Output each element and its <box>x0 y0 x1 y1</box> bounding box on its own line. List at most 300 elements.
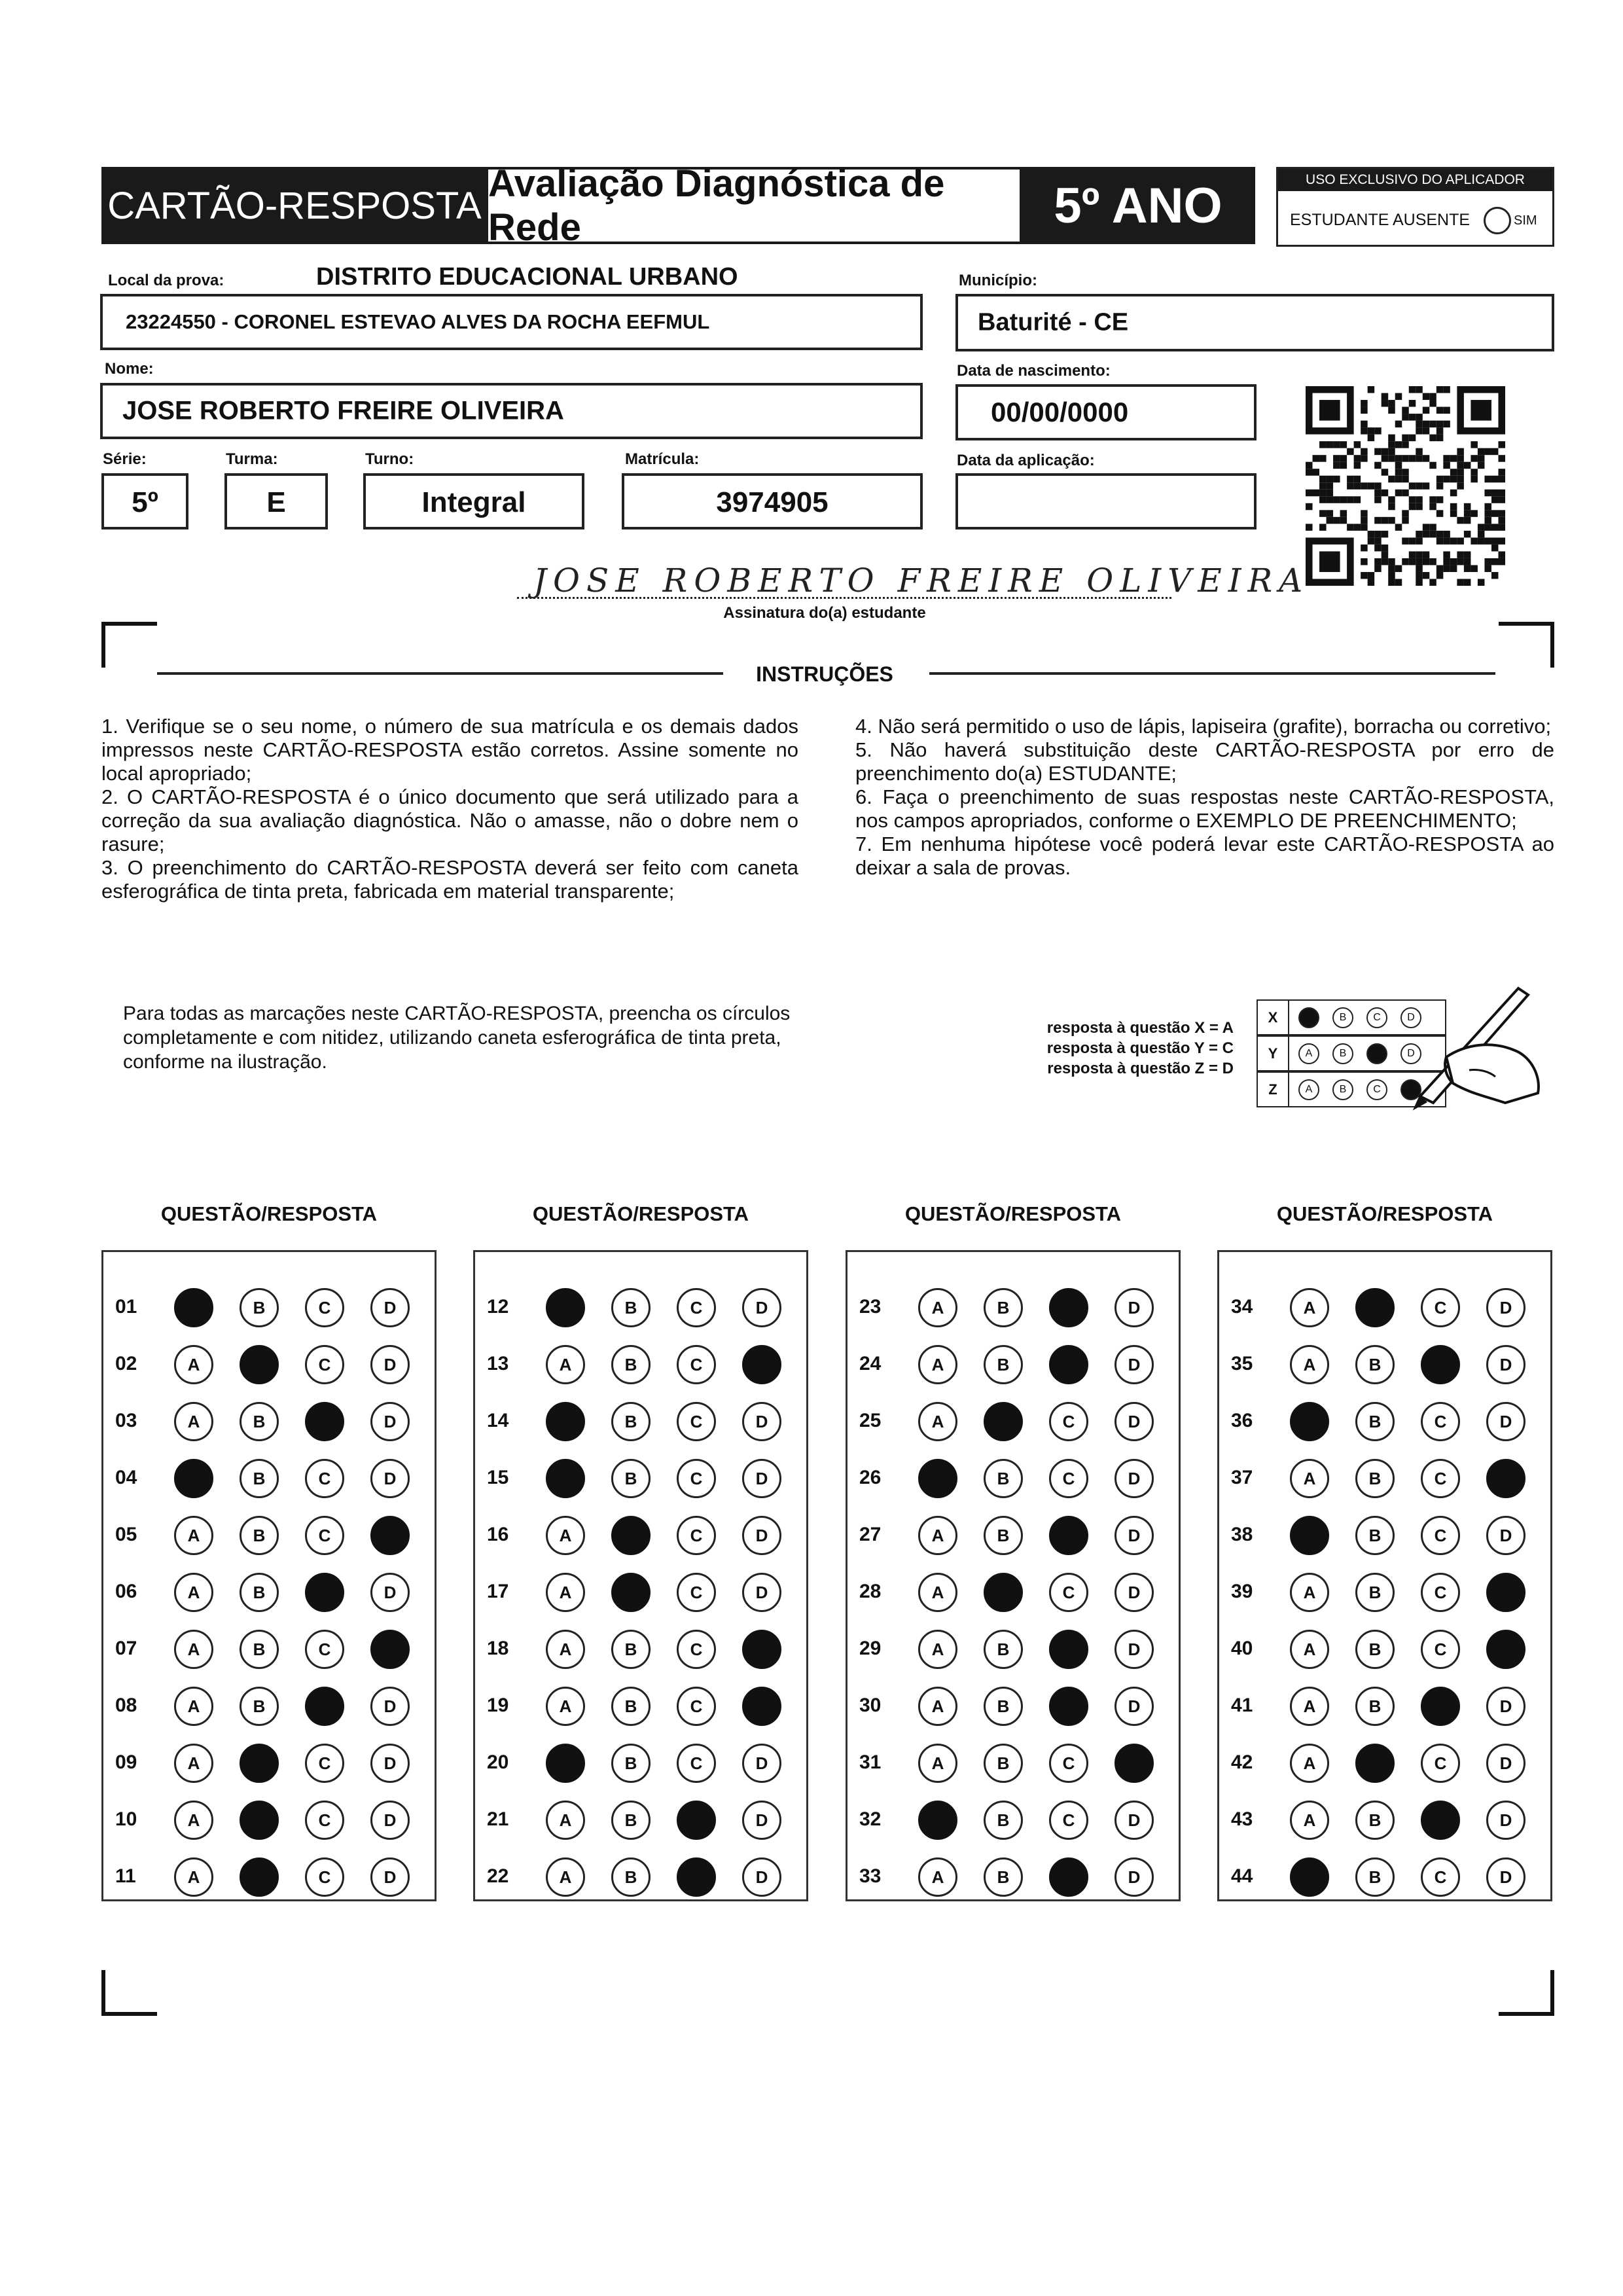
answer-bubble-a[interactable]: A <box>918 1345 957 1384</box>
answer-bubble-b[interactable]: B <box>611 1402 651 1441</box>
applicator-box <box>1276 167 1554 247</box>
answer-bubble-c[interactable]: C <box>677 1459 716 1498</box>
answer-bubble-d[interactable]: D <box>1115 1801 1154 1840</box>
question-number: 26 <box>859 1467 882 1488</box>
municipio-label: Município: <box>959 272 1037 289</box>
panel-title: QUESTÃO/RESPOSTA <box>160 1202 378 1225</box>
answer-bubble-b[interactable]: B <box>611 1630 651 1669</box>
answer-bubble-d[interactable]: D <box>742 1744 781 1783</box>
answer-bubble-b[interactable]: B <box>240 1345 279 1384</box>
answer-bubble-d[interactable]: D <box>742 1345 781 1384</box>
answer-bubble-a[interactable]: A <box>1290 1516 1329 1555</box>
turno-field <box>363 473 584 529</box>
answer-bubble-b[interactable]: B <box>1355 1402 1395 1441</box>
question-number: 34 <box>1231 1296 1253 1318</box>
school-value: 23224550 - CORONEL ESTEVAO ALVES DA ROCHA EEFMUL <box>126 310 710 333</box>
answer-bubble-b[interactable]: B <box>611 1744 651 1783</box>
answer-bubble-a[interactable]: A <box>1290 1857 1329 1897</box>
corner-mark-tr-v <box>1550 622 1554 668</box>
answer-bubble-a[interactable]: A <box>174 1516 213 1555</box>
answer-bubble-b[interactable]: B <box>1355 1630 1395 1669</box>
answer-bubble-d[interactable]: D <box>1486 1288 1525 1327</box>
answer-bubble-a[interactable]: A <box>1290 1630 1329 1669</box>
answer-bubble-b[interactable]: B <box>611 1573 651 1612</box>
answer-panel-4 <box>1217 1250 1552 1901</box>
answer-bubble-a[interactable]: A <box>1290 1402 1329 1441</box>
answer-bubble-d[interactable]: D <box>742 1687 781 1726</box>
answer-bubble-d[interactable]: D <box>742 1573 781 1612</box>
example-bubble-c: C <box>1366 1007 1387 1028</box>
answer-bubble-a[interactable]: A <box>1290 1744 1329 1783</box>
answer-bubble-b[interactable]: B <box>984 1687 1023 1726</box>
question-number: 08 <box>115 1695 137 1716</box>
answer-bubble-b[interactable]: B <box>1355 1573 1395 1612</box>
question-number: 07 <box>115 1638 137 1659</box>
answer-bubble-c[interactable]: C <box>1049 1573 1088 1612</box>
answer-bubble-d[interactable]: D <box>1486 1345 1525 1384</box>
question-number: 41 <box>1231 1695 1253 1716</box>
answer-bubble-a[interactable]: A <box>174 1801 213 1840</box>
answer-bubble-c[interactable]: C <box>1421 1801 1460 1840</box>
answer-bubble-c[interactable]: C <box>677 1687 716 1726</box>
answer-bubble-c[interactable]: C <box>677 1801 716 1840</box>
absent-yes-label: SIM <box>1514 213 1537 228</box>
answer-bubble-c[interactable]: C <box>1049 1516 1088 1555</box>
example-question-cell <box>1257 999 1289 1035</box>
answer-bubble-d[interactable]: D <box>742 1857 781 1897</box>
answer-bubble-d[interactable]: D <box>370 1402 410 1441</box>
example-bubble-a: A <box>1298 1043 1319 1064</box>
example-bubble-d: D <box>1400 1007 1421 1028</box>
example-question-label: Y <box>1268 1045 1278 1062</box>
answer-bubble-d[interactable]: D <box>1115 1630 1154 1669</box>
answer-bubble-d[interactable]: D <box>1486 1744 1525 1783</box>
instructions-rule-left <box>157 672 723 675</box>
answer-bubble-b[interactable]: B <box>240 1687 279 1726</box>
answer-bubble-a[interactable]: A <box>918 1744 957 1783</box>
answer-bubble-a[interactable]: A <box>174 1744 213 1783</box>
answer-bubble-b[interactable]: B <box>1355 1288 1395 1327</box>
question-number: 04 <box>115 1467 137 1488</box>
serie-label: Série: <box>103 450 147 468</box>
matricula-value: 3974905 <box>716 486 829 518</box>
example-bubble-d: D <box>1400 1043 1421 1064</box>
answer-bubble-d[interactable]: D <box>1486 1857 1525 1897</box>
answer-bubble-b[interactable]: B <box>1355 1744 1395 1783</box>
answer-bubble-a[interactable]: A <box>1290 1573 1329 1612</box>
qr-code <box>1306 386 1505 586</box>
corner-mark-tl-v <box>101 622 105 668</box>
turno-value: Integral <box>421 486 526 518</box>
answer-bubble-c[interactable]: C <box>677 1573 716 1612</box>
answer-bubble-a[interactable]: A <box>1290 1459 1329 1498</box>
question-number: 17 <box>487 1581 509 1602</box>
example-bubble-b: B <box>1332 1007 1353 1028</box>
school-field <box>100 294 923 350</box>
example-question-cell <box>1257 1035 1289 1071</box>
answer-bubble-a[interactable]: A <box>546 1857 585 1897</box>
answer-bubble-a[interactable]: A <box>174 1402 213 1441</box>
question-number: 06 <box>115 1581 137 1602</box>
answer-bubble-d[interactable]: D <box>1486 1573 1525 1612</box>
answer-bubble-d[interactable]: D <box>1115 1459 1154 1498</box>
answer-bubble-c[interactable]: C <box>677 1288 716 1327</box>
question-number: 32 <box>859 1808 882 1830</box>
answer-bubble-c[interactable]: C <box>1421 1345 1460 1384</box>
answer-bubble-d[interactable]: D <box>1486 1687 1525 1726</box>
nome-field <box>100 383 923 439</box>
answer-bubble-c[interactable]: C <box>677 1516 716 1555</box>
answer-bubble-a[interactable]: A <box>174 1630 213 1669</box>
answer-bubble-c[interactable]: C <box>305 1459 344 1498</box>
question-number: 23 <box>859 1296 882 1318</box>
answer-bubble-c[interactable]: C <box>305 1402 344 1441</box>
pen-hand-illustration <box>1407 978 1548 1116</box>
example-line-z: resposta à questão Z = D <box>1047 1060 1234 1077</box>
question-number: 03 <box>115 1410 137 1431</box>
matricula-field <box>622 473 923 529</box>
answer-bubble-c[interactable]: C <box>305 1687 344 1726</box>
answer-bubble-d[interactable]: D <box>370 1459 410 1498</box>
answer-bubble-d[interactable]: D <box>1115 1744 1154 1783</box>
exam-title-text: Avaliação Diagnóstica de Rede <box>488 162 945 249</box>
answer-bubble-c[interactable]: C <box>1049 1744 1088 1783</box>
answer-bubble-b[interactable]: B <box>984 1288 1023 1327</box>
instructions-left <box>101 715 798 903</box>
question-number: 36 <box>1231 1410 1253 1431</box>
answer-bubble-a[interactable]: A <box>546 1402 585 1441</box>
municipio-value: Baturité - CE <box>978 308 1129 336</box>
question-number: 27 <box>859 1524 882 1545</box>
corner-mark-tl-h <box>101 622 157 626</box>
answer-bubble-c[interactable]: C <box>1421 1857 1460 1897</box>
card-title <box>101 167 488 244</box>
answer-bubble-a[interactable]: A <box>918 1573 957 1612</box>
answer-bubble-b[interactable]: B <box>611 1687 651 1726</box>
answer-bubble-b[interactable]: B <box>240 1801 279 1840</box>
question-number: 25 <box>859 1410 882 1431</box>
answer-bubble-b[interactable]: B <box>240 1402 279 1441</box>
nome-value: JOSE ROBERTO FREIRE OLIVEIRA <box>122 396 564 425</box>
answer-bubble-b[interactable]: B <box>984 1857 1023 1897</box>
exam-title <box>486 162 1022 249</box>
example-question-label: X <box>1268 1009 1278 1026</box>
answer-bubble-c[interactable]: C <box>1421 1459 1460 1498</box>
answer-bubble-b[interactable]: B <box>984 1345 1023 1384</box>
aplicacao-label: Data da aplicação: <box>957 452 1095 469</box>
question-number: 42 <box>1231 1751 1253 1773</box>
question-number: 33 <box>859 1865 882 1887</box>
answer-bubble-a[interactable]: A <box>174 1288 213 1327</box>
answer-bubble-c[interactable]: C <box>677 1857 716 1897</box>
answer-bubble-b[interactable]: B <box>240 1516 279 1555</box>
question-number: 09 <box>115 1751 137 1773</box>
example-legend <box>1018 1018 1234 1079</box>
question-number: 02 <box>115 1353 137 1374</box>
answer-bubble-c[interactable]: C <box>1049 1288 1088 1327</box>
turno-label: Turno: <box>365 450 414 468</box>
answer-bubble-d[interactable]: D <box>370 1801 410 1840</box>
question-number: 20 <box>487 1751 509 1773</box>
answer-bubble-d[interactable]: D <box>370 1857 410 1897</box>
answer-bubble-d[interactable]: D <box>370 1288 410 1327</box>
answer-bubble-c[interactable]: C <box>1421 1744 1460 1783</box>
answer-bubble-b[interactable]: B <box>611 1288 651 1327</box>
instructions-right <box>855 715 1554 880</box>
panel-title: QUESTÃO/RESPOSTA <box>1276 1202 1493 1225</box>
question-number: 30 <box>859 1695 882 1716</box>
answer-bubble-b[interactable]: B <box>984 1516 1023 1555</box>
answer-bubble-c[interactable]: C <box>1421 1687 1460 1726</box>
answer-bubble-a[interactable]: A <box>546 1687 585 1726</box>
answer-bubble-d[interactable]: D <box>1115 1402 1154 1441</box>
instruction-6: 6. Faça o preenchimento de suas respostas neste CARTÃO-RESPOSTA, nos campos apropriados, conforme o EXEMPLO DE PREENCHIMENTO; <box>855 785 1554 832</box>
example-bubble-a: A <box>1298 1007 1319 1028</box>
answer-bubble-b[interactable]: B <box>1355 1516 1395 1555</box>
answer-bubble-d[interactable]: D <box>1115 1857 1154 1897</box>
question-number: 16 <box>487 1524 509 1545</box>
answer-bubble-d[interactable]: D <box>1486 1516 1525 1555</box>
absent-checkbox[interactable] <box>1484 207 1511 234</box>
answer-bubble-a[interactable]: A <box>1290 1801 1329 1840</box>
signature-label: Assinatura do(a) estudante <box>723 604 926 622</box>
answer-bubble-d[interactable]: D <box>1115 1345 1154 1384</box>
answer-bubble-c[interactable]: C <box>677 1345 716 1384</box>
instruction-4: 4. Não será permitido o uso de lápis, lapiseira (grafite), borracha ou corretivo; <box>855 715 1552 738</box>
answer-bubble-b[interactable]: B <box>984 1630 1023 1669</box>
question-number: 13 <box>487 1353 509 1374</box>
answer-bubble-c[interactable]: C <box>305 1345 344 1384</box>
answer-bubble-a[interactable]: A <box>1290 1345 1329 1384</box>
answer-bubble-a[interactable]: A <box>546 1288 585 1327</box>
answer-bubble-c[interactable]: C <box>677 1402 716 1441</box>
signature-handwritten: JOSE ROBERTO FREIRE OLIVEIRA <box>533 562 1310 600</box>
instruction-1: 1. Verifique se o seu nome, o número de sua matrícula e os demais dados impressos neste CARTÃO-RESPOSTA estão corretos. Assine somente no local apropriado; <box>101 715 798 785</box>
answer-bubble-b[interactable]: B <box>984 1459 1023 1498</box>
answer-bubble-a[interactable]: A <box>174 1459 213 1498</box>
answer-bubble-c[interactable]: C <box>1049 1345 1088 1384</box>
answer-bubble-a[interactable]: A <box>918 1516 957 1555</box>
corner-mark-br-v <box>1550 1970 1554 2016</box>
answer-bubble-a[interactable]: A <box>918 1801 957 1840</box>
answer-bubble-c[interactable]: C <box>1421 1630 1460 1669</box>
answer-bubble-b[interactable]: B <box>1355 1459 1395 1498</box>
corner-mark-tr-h <box>1499 622 1554 626</box>
answer-bubble-d[interactable]: D <box>742 1288 781 1327</box>
answer-bubble-c[interactable]: C <box>1049 1459 1088 1498</box>
question-number: 10 <box>115 1808 137 1830</box>
answer-bubble-c[interactable]: C <box>1421 1288 1460 1327</box>
question-number: 12 <box>487 1296 509 1318</box>
answer-bubble-c[interactable]: C <box>1049 1857 1088 1897</box>
answer-bubble-c[interactable]: C <box>1049 1801 1088 1840</box>
municipio-field <box>955 294 1554 351</box>
answer-bubble-a[interactable]: A <box>918 1857 957 1897</box>
nascimento-label: Data de nascimento: <box>957 362 1111 380</box>
example-bubble-c: C <box>1366 1079 1387 1100</box>
nascimento-field <box>955 384 1257 440</box>
answer-bubble-d[interactable]: D <box>742 1801 781 1840</box>
question-number: 01 <box>115 1296 137 1318</box>
aplicacao-field[interactable] <box>955 473 1257 529</box>
corner-mark-bl-v <box>101 1970 105 2016</box>
answer-bubble-a[interactable]: A <box>918 1288 957 1327</box>
answer-bubble-c[interactable]: C <box>677 1630 716 1669</box>
answer-bubble-d[interactable]: D <box>370 1744 410 1783</box>
answer-bubble-d[interactable]: D <box>1115 1288 1154 1327</box>
serie-value: 5º <box>132 486 158 518</box>
answer-bubble-a[interactable]: A <box>174 1573 213 1612</box>
answer-bubble-d[interactable]: D <box>370 1630 410 1669</box>
answer-bubble-b[interactable]: B <box>1355 1345 1395 1384</box>
answer-bubble-c[interactable]: C <box>1421 1573 1460 1612</box>
answer-bubble-a[interactable]: A <box>546 1744 585 1783</box>
instruction-7: 7. Em nenhuma hipótese você poderá levar este CARTÃO-RESPOSTA ao deixar a sala de provas. <box>855 833 1554 879</box>
question-number: 43 <box>1231 1808 1253 1830</box>
answer-bubble-d[interactable]: D <box>1486 1801 1525 1840</box>
answer-bubble-a[interactable]: A <box>1290 1288 1329 1327</box>
instructions-rule-right <box>929 672 1495 675</box>
answer-bubble-a[interactable]: A <box>918 1459 957 1498</box>
answer-bubble-b[interactable]: B <box>611 1801 651 1840</box>
answer-bubble-a[interactable]: A <box>546 1801 585 1840</box>
answer-bubble-d[interactable]: D <box>742 1402 781 1441</box>
answer-bubble-d[interactable]: D <box>1486 1402 1525 1441</box>
answer-bubble-c[interactable]: C <box>1049 1687 1088 1726</box>
answer-bubble-a[interactable]: A <box>1290 1687 1329 1726</box>
question-number: 44 <box>1231 1865 1253 1887</box>
question-number: 18 <box>487 1638 509 1659</box>
answer-bubble-d[interactable]: D <box>742 1459 781 1498</box>
answer-bubble-a[interactable]: A <box>546 1516 585 1555</box>
grade-badge <box>1021 167 1255 244</box>
answer-bubble-a[interactable]: A <box>546 1459 585 1498</box>
answer-bubble-a[interactable]: A <box>918 1687 957 1726</box>
answer-bubble-c[interactable]: C <box>305 1801 344 1840</box>
answer-bubble-a[interactable]: A <box>546 1630 585 1669</box>
serie-field <box>101 473 188 529</box>
answer-bubble-b[interactable]: B <box>984 1801 1023 1840</box>
corner-mark-bl-h <box>101 2012 157 2016</box>
card-title-text: CARTÃO-RESPOSTA <box>107 184 482 227</box>
question-number: 21 <box>487 1808 509 1830</box>
instructions-title: INSTRUÇÕES <box>756 662 893 686</box>
question-number: 35 <box>1231 1353 1253 1374</box>
turma-value: E <box>266 486 286 518</box>
answer-bubble-c[interactable]: C <box>305 1744 344 1783</box>
answer-bubble-c[interactable]: C <box>1421 1516 1460 1555</box>
fill-note: Para todas as marcações neste CARTÃO-RESPOSTA, preencha os círculos completamente e com nitidez, utilizando caneta esferográfica de tinta preta, conforme na ilustração. <box>123 1003 791 1073</box>
answer-bubble-d[interactable]: D <box>1115 1687 1154 1726</box>
answer-bubble-b[interactable]: B <box>611 1857 651 1897</box>
example-bubble-b: B <box>1332 1043 1353 1064</box>
answer-bubble-d[interactable]: D <box>370 1516 410 1555</box>
panel-title: QUESTÃO/RESPOSTA <box>532 1202 749 1225</box>
answer-bubble-a[interactable]: A <box>546 1345 585 1384</box>
answer-bubble-a[interactable]: A <box>174 1687 213 1726</box>
answer-bubble-b[interactable]: B <box>240 1630 279 1669</box>
answer-bubble-b[interactable]: B <box>1355 1687 1395 1726</box>
answer-bubble-a[interactable]: A <box>174 1857 213 1897</box>
question-number: 15 <box>487 1467 509 1488</box>
answer-bubble-b[interactable]: B <box>984 1573 1023 1612</box>
answer-bubble-a[interactable]: A <box>546 1573 585 1612</box>
answer-bubble-b[interactable]: B <box>611 1459 651 1498</box>
answer-bubble-d[interactable]: D <box>1115 1516 1154 1555</box>
answer-bubble-c[interactable]: C <box>677 1744 716 1783</box>
answer-bubble-c[interactable]: C <box>305 1288 344 1327</box>
answer-bubble-d[interactable]: D <box>1486 1459 1525 1498</box>
answer-bubble-c[interactable]: C <box>305 1573 344 1612</box>
question-number: 22 <box>487 1865 509 1887</box>
answer-bubble-b[interactable]: B <box>240 1459 279 1498</box>
example-line-x: resposta à questão X = A <box>1046 1019 1234 1037</box>
example-line-y: resposta à questão Y = C <box>1046 1039 1234 1057</box>
answer-bubble-c[interactable]: C <box>305 1516 344 1555</box>
answer-bubble-d[interactable]: D <box>370 1345 410 1384</box>
signature-line <box>517 597 1171 599</box>
answer-bubble-b[interactable]: B <box>240 1857 279 1897</box>
answer-bubble-c[interactable]: C <box>305 1857 344 1897</box>
answer-bubble-c[interactable]: C <box>305 1630 344 1669</box>
answer-bubble-d[interactable]: D <box>742 1516 781 1555</box>
nascimento-value: 00/00/0000 <box>991 397 1129 427</box>
nome-label: Nome: <box>105 360 154 378</box>
answer-bubble-b[interactable]: B <box>1355 1857 1395 1897</box>
answer-bubble-d[interactable]: D <box>370 1687 410 1726</box>
answer-bubble-b[interactable]: B <box>611 1516 651 1555</box>
answer-bubble-b[interactable]: B <box>984 1402 1023 1441</box>
panel-title: QUESTÃO/RESPOSTA <box>904 1202 1122 1225</box>
answer-bubble-a[interactable]: A <box>918 1630 957 1669</box>
question-number: 28 <box>859 1581 882 1602</box>
answer-bubble-d[interactable]: D <box>742 1630 781 1669</box>
answer-panel-1 <box>101 1250 437 1901</box>
answer-bubble-a[interactable]: A <box>174 1345 213 1384</box>
matricula-label: Matrícula: <box>625 450 700 468</box>
applicator-header: USO EXCLUSIVO DO APLICADOR <box>1278 169 1552 191</box>
answer-bubble-d[interactable]: D <box>1115 1573 1154 1612</box>
answer-bubble-d[interactable]: D <box>1486 1630 1525 1669</box>
question-number: 14 <box>487 1410 509 1431</box>
answer-panel-3 <box>846 1250 1181 1901</box>
grade-text: 5º ANO <box>1054 177 1222 234</box>
answer-bubble-b[interactable]: B <box>240 1573 279 1612</box>
question-number: 38 <box>1231 1524 1253 1545</box>
answer-bubble-c[interactable]: C <box>1049 1402 1088 1441</box>
answer-bubble-d[interactable]: D <box>370 1573 410 1612</box>
example-question-label: Z <box>1268 1081 1277 1098</box>
answer-bubble-b[interactable]: B <box>984 1744 1023 1783</box>
instruction-3: 3. O preenchimento do CARTÃO-RESPOSTA deverá ser feito com caneta esferográfica de tinta preta, fabricada em material transparente; <box>101 856 798 903</box>
answer-bubble-c[interactable]: C <box>1049 1630 1088 1669</box>
question-number: 05 <box>115 1524 137 1545</box>
answer-bubble-c[interactable]: C <box>1421 1402 1460 1441</box>
corner-mark-br-h <box>1499 2012 1554 2016</box>
absent-label: ESTUDANTE AUSENTE <box>1290 211 1471 229</box>
answer-bubble-b[interactable]: B <box>611 1345 651 1384</box>
answer-bubble-b[interactable]: B <box>240 1744 279 1783</box>
question-number: 19 <box>487 1695 509 1716</box>
instruction-2: 2. O CARTÃO-RESPOSTA é o único documento que será utilizado para a correção da sua avaliação diagnóstica. Não o amasse, não o dobre nem o rasure; <box>101 785 798 855</box>
question-number: 31 <box>859 1751 882 1773</box>
answer-bubble-b[interactable]: B <box>240 1288 279 1327</box>
answer-bubble-b[interactable]: B <box>1355 1801 1395 1840</box>
question-number: 39 <box>1231 1581 1253 1602</box>
answer-bubble-a[interactable]: A <box>918 1402 957 1441</box>
question-number: 40 <box>1231 1638 1253 1659</box>
question-number: 37 <box>1231 1467 1253 1488</box>
